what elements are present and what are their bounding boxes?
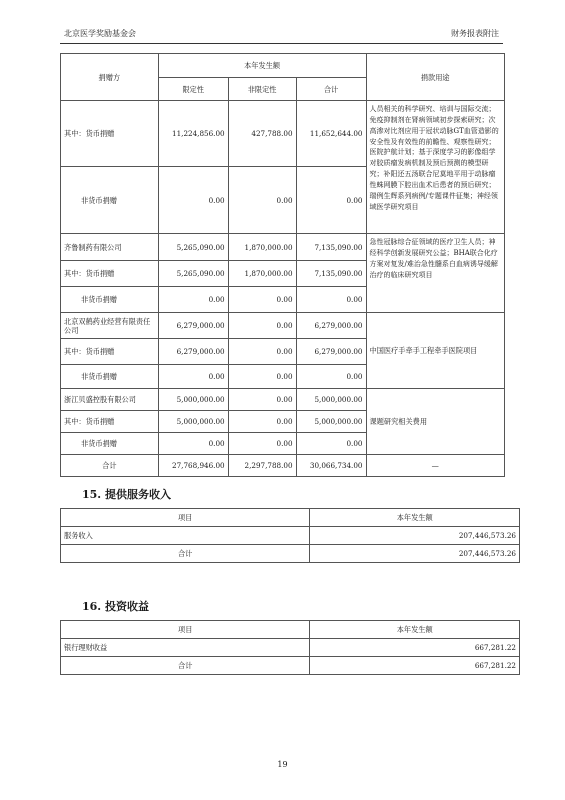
row-label: 齐鲁制药有限公司 <box>61 234 159 261</box>
header-current-year: 本年发生额 <box>158 54 366 78</box>
header-restricted: 限定性 <box>158 78 228 101</box>
header-amount: 本年发生额 <box>310 509 520 527</box>
header-divider <box>60 43 503 44</box>
section-16-title: 16. 投资收益 <box>82 600 149 613</box>
cell-total: 0.00 <box>296 433 366 455</box>
row-label: 非货币捐赠 <box>61 167 159 234</box>
header-total: 合计 <box>296 78 366 101</box>
cell-unrestricted: 0.00 <box>228 389 296 411</box>
header-item: 项目 <box>61 621 310 639</box>
table-row <box>61 313 505 339</box>
cell-total: 0.00 <box>296 287 366 313</box>
table-row <box>61 527 520 545</box>
donation-table <box>60 53 505 477</box>
purpose-cell: 中国医疗手牵手工程牵手医院项目 <box>366 313 505 389</box>
cell-unrestricted: 0.00 <box>228 365 296 389</box>
cell-restricted: 5,265,090.00 <box>158 234 228 261</box>
cell-restricted: 0.00 <box>158 433 228 455</box>
cell-total: 0.00 <box>296 365 366 389</box>
cell-total: 7,135,090.00 <box>296 234 366 261</box>
cell-total: 5,000,000.00 <box>296 389 366 411</box>
table-row <box>61 234 505 261</box>
cell-total: 0.00 <box>296 167 366 234</box>
purpose-cell: 急性冠脉综合征领域的医疗卫生人员；神经科学创新发展研究公益；BHA联合化疗方案对复发/难治急性髓系白血病诱导缓解治疗的临床研究项目 <box>366 234 505 313</box>
cell-total: 7,135,090.00 <box>296 261 366 287</box>
header-donor: 捐赠方 <box>61 54 159 101</box>
cell-unrestricted: 0.00 <box>228 313 296 339</box>
purpose-cell: 人员相关的科学研究、培训与国际交流；免疫抑制剂在肾病领域初步探索研究；次高渗对比剂应用于冠状动脉GT血管造影的安全性及有效性的前瞻性、观察性研究；医院护航计划；基于深度学习的影像组学对胶质瘤发病机制及预后预测的模型研究；补阳还五汤联合尼莫地平用于动脉瘤性蛛网膜下腔出血术后患者的预后研究；瑞例生辉系列病例/专题课件征集；神经领域医学研究项目 <box>366 101 505 234</box>
cell-total: 6,279,000.00 <box>296 313 366 339</box>
cell-unrestricted: 427,788.00 <box>228 101 296 167</box>
table-row <box>61 101 505 167</box>
table-row <box>61 389 505 411</box>
header-organization: 北京医学奖励基金会 <box>64 29 136 38</box>
cell-unrestricted: 1,870,000.00 <box>228 234 296 261</box>
cell-total: 11,652,644.00 <box>296 101 366 167</box>
total-label: 合计 <box>61 455 159 477</box>
total-amount: 667,281.22 <box>310 657 520 675</box>
row-label: 浙江贝盛控股有限公司 <box>61 389 159 411</box>
section-15-title: 15. 提供服务收入 <box>82 488 171 501</box>
row-label: 非货币捐赠 <box>61 365 159 389</box>
cell-restricted: 5,000,000.00 <box>158 389 228 411</box>
cell-restricted: 0.00 <box>158 167 228 234</box>
header-document-title: 财务报表附注 <box>451 29 499 38</box>
header-unrestricted: 非限定性 <box>228 78 296 101</box>
cell-total: 30,066,734.00 <box>296 455 366 477</box>
table-row <box>61 639 520 657</box>
cell-restricted: 5,000,000.00 <box>158 411 228 433</box>
header-purpose: 捐款用途 <box>366 54 505 101</box>
table-total-row <box>61 455 505 477</box>
cell-unrestricted: 0.00 <box>228 433 296 455</box>
cell-unrestricted: 0.00 <box>228 287 296 313</box>
total-label: 合计 <box>61 545 310 563</box>
cell-unrestricted: 1,870,000.00 <box>228 261 296 287</box>
total-label: 合计 <box>61 657 310 675</box>
page-number: 19 <box>277 760 288 769</box>
row-amount: 667,281.22 <box>310 639 520 657</box>
cell-unrestricted: 2,297,788.00 <box>228 455 296 477</box>
cell-unrestricted: 0.00 <box>228 339 296 365</box>
cell-unrestricted: 0.00 <box>228 167 296 234</box>
row-label: 非货币捐赠 <box>61 287 159 313</box>
row-label: 北京双鹤药业经营有限责任公司 <box>61 313 159 339</box>
purpose-cell: 课题研究相关费用 <box>366 389 505 455</box>
row-label: 其中：货币捐赠 <box>61 339 159 365</box>
row-label: 银行理财收益 <box>61 639 310 657</box>
cell-restricted: 5,265,090.00 <box>158 261 228 287</box>
service-income-table <box>60 508 520 563</box>
table-total-row <box>61 657 520 675</box>
cell-total: 6,279,000.00 <box>296 339 366 365</box>
purpose-cell: — <box>366 455 505 477</box>
header-amount: 本年发生额 <box>310 621 520 639</box>
row-label: 其中：货币捐赠 <box>61 261 159 287</box>
cell-restricted: 11,224,856.00 <box>158 101 228 167</box>
investment-income-table <box>60 620 520 675</box>
cell-restricted: 6,279,000.00 <box>158 313 228 339</box>
cell-restricted: 6,279,000.00 <box>158 339 228 365</box>
cell-total: 5,000,000.00 <box>296 411 366 433</box>
row-label: 其中：货币捐赠 <box>61 411 159 433</box>
cell-restricted: 0.00 <box>158 365 228 389</box>
row-label: 其中：货币捐赠 <box>61 101 159 167</box>
row-amount: 207,446,573.26 <box>310 527 520 545</box>
header-item: 项目 <box>61 509 310 527</box>
cell-restricted: 0.00 <box>158 287 228 313</box>
cell-restricted: 27,768,946.00 <box>158 455 228 477</box>
row-label: 服务收入 <box>61 527 310 545</box>
total-amount: 207,446,573.26 <box>310 545 520 563</box>
table-total-row <box>61 545 520 563</box>
row-label: 非货币捐赠 <box>61 433 159 455</box>
cell-unrestricted: 0.00 <box>228 411 296 433</box>
